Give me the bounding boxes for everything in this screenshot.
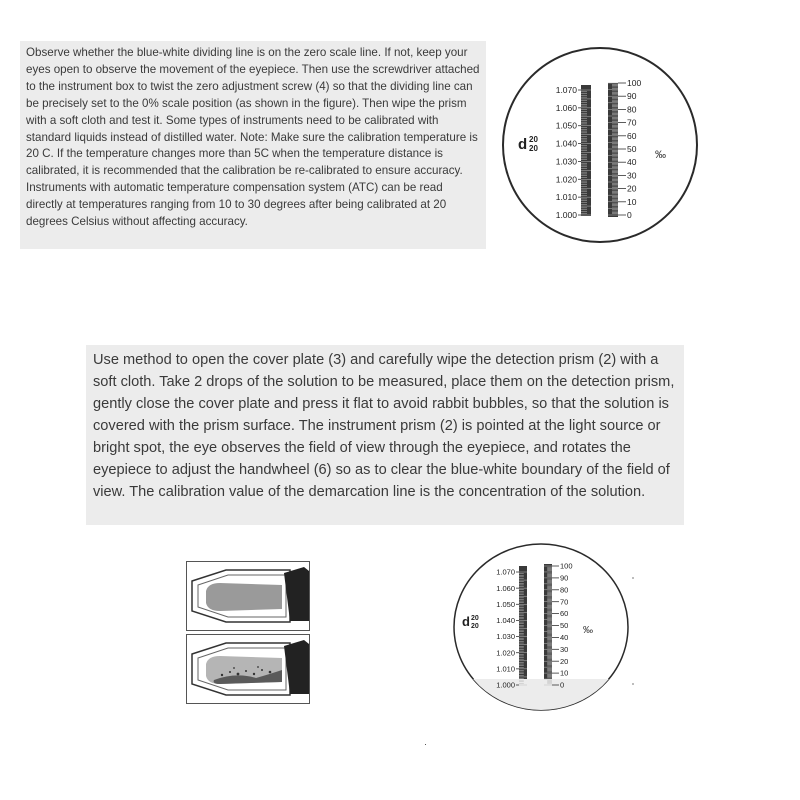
salinity-tick-label: 60 — [560, 609, 569, 619]
unit-label: ‰ — [655, 149, 666, 161]
density-subscript: 20 — [529, 144, 538, 153]
density-tick-label: 1.050 — [496, 599, 515, 609]
stray-mark — [425, 744, 426, 745]
salinity-tick-label: 30 — [627, 170, 637, 181]
salinity-tick-label: 70 — [627, 117, 637, 128]
density-tick-label: 1.000 — [496, 680, 515, 690]
density-superscript: 20 — [529, 135, 538, 144]
salinity-tick-label: 80 — [627, 104, 637, 115]
prism-surface — [206, 583, 282, 611]
salinity-tick-label: 0 — [627, 209, 632, 220]
density-tick-label: 1.010 — [555, 192, 577, 203]
stray-mark — [632, 577, 634, 579]
stray-mark — [632, 683, 634, 685]
density-subscript: 20 — [471, 623, 479, 630]
salinity-tick-label: 10 — [627, 196, 637, 207]
unit-label: ‰ — [583, 625, 593, 636]
density-tick-label: 1.060 — [555, 102, 577, 113]
calibration-instructions — [20, 41, 486, 249]
refractometer-view-calibration — [500, 45, 700, 245]
calibration-paragraph: Observe whether the blue-white dividing line is on the zero scale line. If not, keep your eyes open to observe the movement of the eyepiece. Then use the screwdriver attached to the instrument box to twist the zero adjustment screw (4) so that the dividing line can be precisely set to the 0% scale position (as shown in the figure). Then wipe the prism with a soft cloth and test it. Some types of instruments need to be calibrated with standard liquids instead of distilled water. Note: Make sure the calibration temperature is 20 C. If the temperature changes more than 5C when the temperature distance is calibrated, it is recommended that the calibration be re-calibrated to ensure accuracy. Instruments with automatic temperature compensation system (ATC) can be read directly at temperatures ranging from 10 to 30 degrees after being calibrated at 20 degrees Celsius without affecting accuracy. — [26, 46, 480, 229]
density-tick-label: 1.060 — [496, 583, 515, 593]
density-label: d — [462, 614, 470, 629]
boundary-shade — [452, 679, 630, 712]
salinity-tick-label: 40 — [627, 157, 637, 168]
salinity-tick-label: 90 — [560, 573, 569, 583]
density-tick-label: 1.050 — [555, 120, 577, 131]
salinity-tick-label: 20 — [627, 183, 637, 194]
density-tick-label: 1.020 — [555, 174, 577, 185]
salinity-tick-label: 0 — [560, 680, 565, 690]
usage-paragraph: Use method to open the cover plate (3) and carefully wipe the detection prism (2) with a soft cloth. Take 2 drops of the solution to be measured, place them on the detection prism, gently close the cover plate and press it flat to avoid rabbit bubbles, so that the solution is covered with the prism surface. The instrument prism (2) is pointed at the light source or bright spot, the eye observes the field of view through the eyepiece, and rotates the eyepiece to adjust the handwheel (6) so as to clear the blue-white boundary of the field of view. The calibration value of the demarcation line is the concentration of the solution. — [93, 352, 675, 500]
salinity-tick-label: 10 — [560, 668, 569, 678]
refractometer-view-reading — [452, 542, 630, 712]
salinity-tick-label: 30 — [560, 644, 569, 654]
density-superscript: 20 — [471, 615, 479, 622]
usage-instructions — [86, 345, 684, 525]
density-label: d — [518, 136, 528, 153]
density-tick-label: 1.030 — [555, 156, 577, 167]
salinity-tick-label: 100 — [627, 77, 642, 88]
density-tick-label: 1.070 — [496, 567, 515, 577]
salinity-tick-label: 20 — [560, 656, 569, 666]
density-tick-label: 1.020 — [496, 648, 515, 658]
salinity-tick-label: 50 — [560, 621, 569, 631]
scale-strip-right — [608, 83, 618, 217]
density-tick-label: 1.040 — [555, 138, 577, 149]
density-tick-label: 1.030 — [496, 632, 515, 642]
salinity-tick-label: 60 — [627, 130, 637, 141]
salinity-tick-label: 100 — [560, 561, 573, 571]
salinity-tick-label: 80 — [560, 585, 569, 595]
salinity-tick-label: 50 — [627, 143, 637, 154]
density-tick-label: 1.040 — [496, 616, 515, 626]
salinity-tick-label: 90 — [627, 91, 637, 102]
density-tick-label: 1.070 — [555, 84, 577, 95]
salinity-tick-label: 70 — [560, 597, 569, 607]
prism-illustration-clean — [186, 561, 310, 631]
density-tick-label: 1.000 — [555, 209, 577, 220]
density-tick-label: 1.010 — [496, 664, 515, 674]
prism-illustration-with-sample — [186, 634, 310, 704]
salinity-tick-label: 40 — [560, 633, 569, 643]
